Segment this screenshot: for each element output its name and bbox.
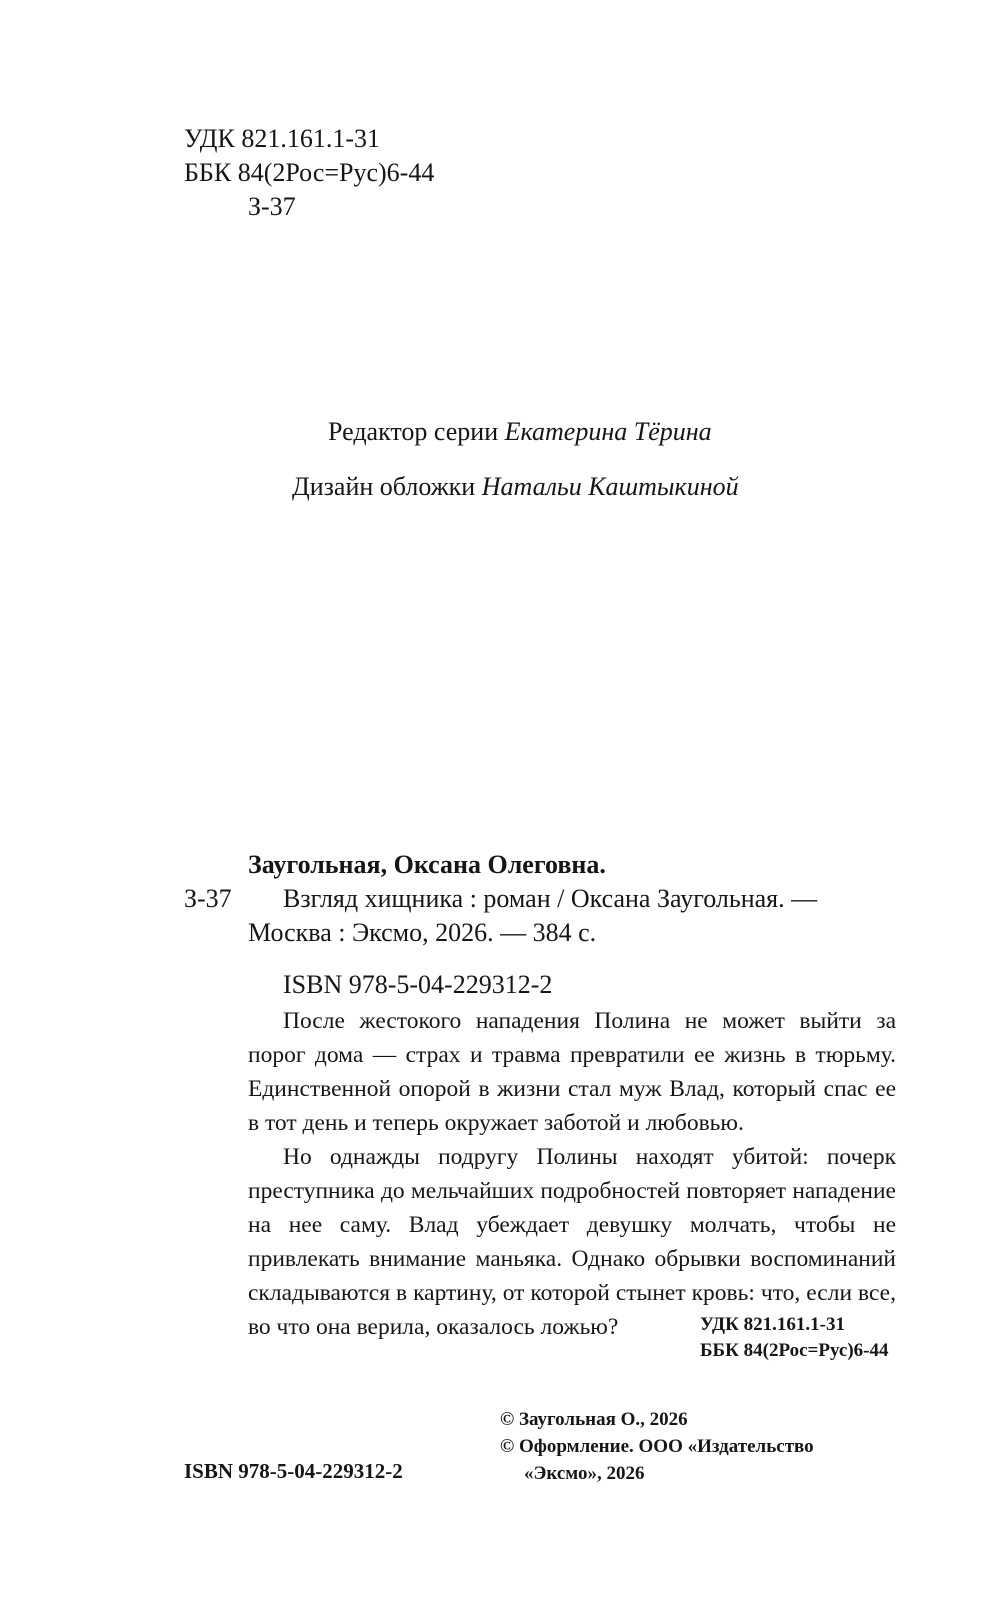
bottom-udk-code: УДК 821.161.1-31 bbox=[700, 1314, 845, 1335]
bbk-code: ББК 84(2Рос=Рус)6-44 bbox=[184, 158, 435, 187]
series-editor-credit bbox=[328, 415, 712, 449]
series-editor-name: Екатерина Тёрина bbox=[504, 417, 712, 446]
card-author: Заугольная, Оксана Олеговна. bbox=[248, 850, 606, 879]
cover-design-name: Натальи Каштыкиной bbox=[481, 472, 739, 501]
card-title-line-1: Взгляд хищника : роман / Оксана Заугольная. — bbox=[283, 884, 818, 913]
bottom-bbk-code: ББК 84(2Рос=Рус)6-44 bbox=[700, 1340, 889, 1361]
author-sign: З-37 bbox=[248, 192, 296, 221]
annotation-paragraph-1: После жестокого нападения Полина не может выйти за порог дома — страх и травма превратили ее жизнь в тюрьму. Единственной опорой в жизни стал муж Влад, который спас ее в тот день и теперь окружает заботой и любовью. bbox=[248, 1008, 896, 1136]
copyright-author: © Заугольная О., 2026 bbox=[500, 1409, 688, 1430]
card-author-sign: З-37 bbox=[184, 884, 232, 913]
annotation-paragraph-2: Но однажды подругу Полины находят убитой: почерк преступника до мельчайших подробностей повторяет нападение на нее саму. Влад убеждает девушку молчать, чтобы не привлекать внимание маньяка. Однако обрывки воспоминаний складываются в картину, от которой стынет кровь: что, если все, во что она верила, оказалось ложью? bbox=[248, 1144, 896, 1340]
annotation bbox=[248, 1004, 896, 1344]
copyright-design-line-1: © Оформление. ООО «Издательство bbox=[500, 1436, 814, 1457]
udk-code: УДК 821.161.1-31 bbox=[184, 124, 381, 153]
card-isbn: ISBN 978-5-04-229312-2 bbox=[283, 970, 553, 999]
cover-design-label: Дизайн обложки bbox=[292, 472, 482, 501]
cover-design-credit bbox=[292, 470, 739, 504]
series-editor-label: Редактор серии bbox=[328, 417, 505, 446]
isbn-bottom: ISBN 978-5-04-229312-2 bbox=[184, 1459, 403, 1483]
card-title-line-2: Москва : Эксмо, 2026. — 384 с. bbox=[248, 918, 597, 947]
copyright-design-line-2: «Эксмо», 2026 bbox=[524, 1463, 645, 1484]
